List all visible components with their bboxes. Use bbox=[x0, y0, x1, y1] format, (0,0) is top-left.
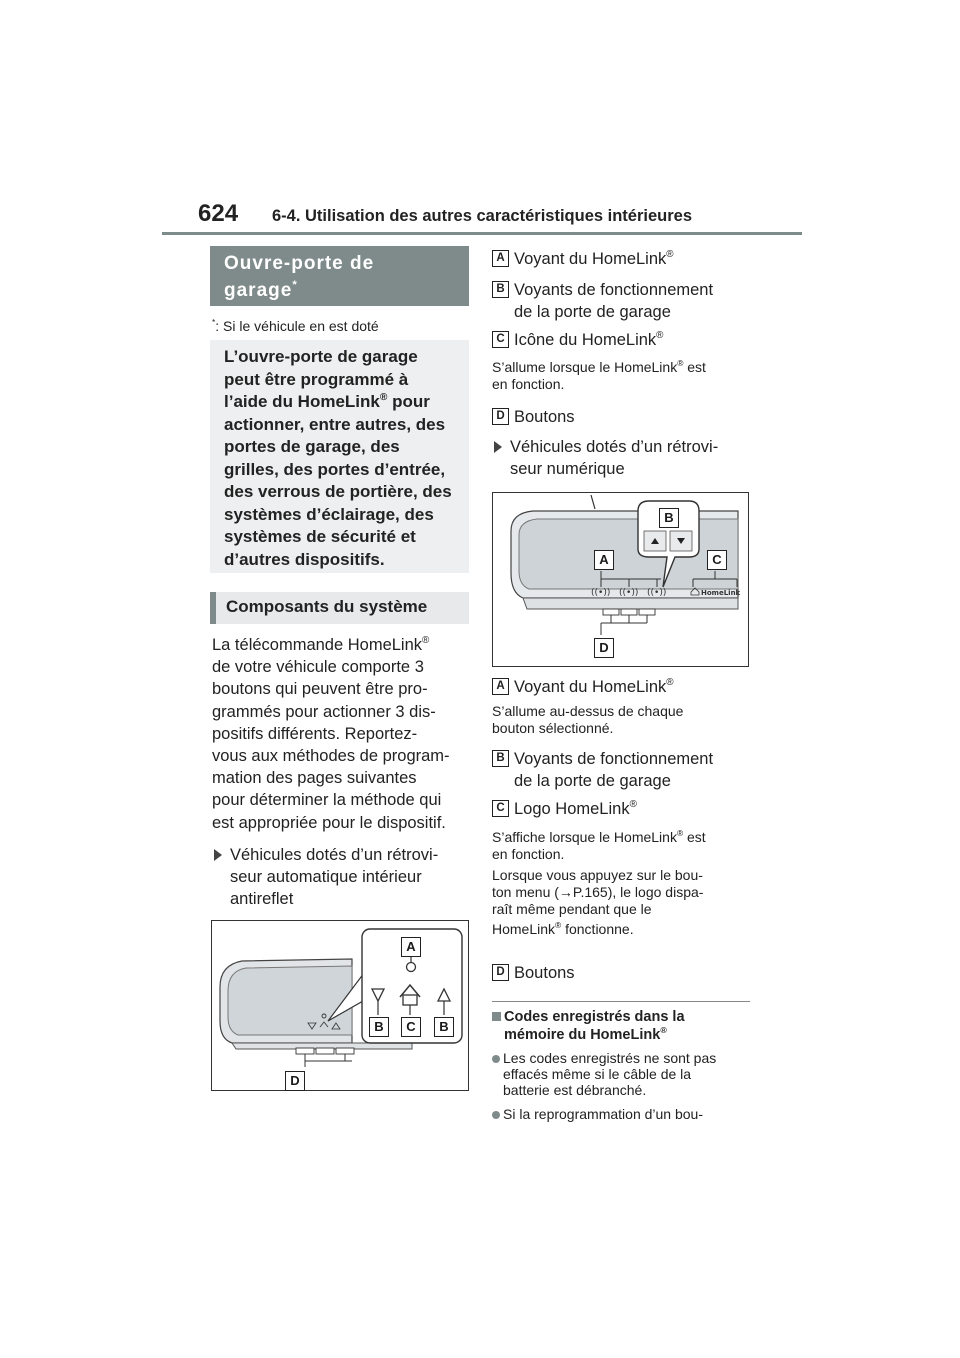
triangle-bullet-icon bbox=[214, 849, 222, 861]
list1-item-a: A Voyant du HomeLink® bbox=[492, 248, 752, 272]
intro-line: peut être programmé à bbox=[224, 369, 409, 389]
intro-line: actionner, entre autres, des bbox=[224, 414, 446, 434]
body-line: de votre véhicule comporte 3 bbox=[212, 658, 424, 677]
title-star: * bbox=[292, 279, 298, 292]
list1-item-b: B Voyants de fonctionnement de la porte de garage bbox=[492, 279, 752, 325]
page-number: 624 bbox=[198, 200, 239, 227]
intro-line: L’ouvre-porte de garage bbox=[224, 347, 418, 366]
label-a-box: A bbox=[492, 250, 509, 267]
codes-bullet-1: Les codes enregistrés ne sont pas effacés même si le câble de la batterie est débranché. bbox=[492, 1050, 756, 1098]
label-d-box: D bbox=[492, 408, 509, 425]
title-line-2: garage* bbox=[224, 279, 298, 301]
body-line: La télécommande HomeLink® bbox=[212, 635, 430, 654]
figure-digital-mirror bbox=[492, 492, 749, 667]
svg-text:((•)): ((•)) bbox=[619, 588, 639, 598]
label-a-box: A bbox=[492, 678, 509, 695]
svg-text:((•)): ((•)) bbox=[591, 588, 611, 598]
header-rule bbox=[162, 232, 802, 235]
figure-auto-mirror bbox=[211, 920, 469, 1091]
divider-rule bbox=[492, 1001, 750, 1002]
list2-item-d: D Boutons bbox=[492, 962, 752, 986]
list2-c-note: S’affiche lorsque le HomeLink® est en fonction. Lorsque vous appuyez sur le bou- ton menu (→P.165), le logo dispa- raît même pendant que le HomeLink® fonctionne. bbox=[492, 828, 706, 937]
body-line: boutons qui peuvent être pro- bbox=[212, 680, 428, 699]
list1-item-c: C Icône du HomeLink® bbox=[492, 329, 752, 353]
list1-c-note: S’allume lorsque le HomeLink® est en fonction. bbox=[492, 358, 706, 392]
body-paragraph bbox=[212, 634, 470, 834]
mirror-illustration-1 bbox=[212, 921, 468, 1090]
label-c-box: C bbox=[492, 331, 509, 348]
list1-item-d: D Boutons bbox=[492, 406, 752, 430]
footnote: *: Si le véhicule en est doté bbox=[212, 317, 379, 334]
section-title-box bbox=[210, 246, 469, 306]
label-b-box: B bbox=[492, 281, 509, 298]
mirror-illustration-2 bbox=[493, 493, 748, 666]
list2-item-c: C Logo HomeLink® bbox=[492, 798, 752, 822]
intro-line: portes de garage, des bbox=[224, 437, 400, 456]
circle-bullet-icon bbox=[492, 1111, 500, 1119]
intro-line: grilles, des portes d’entrée, bbox=[224, 459, 446, 479]
body-line: positifs différents. Reportez- bbox=[212, 724, 418, 743]
figure1-label-a: A bbox=[401, 937, 421, 957]
intro-line: systèmes de sécurité et bbox=[224, 527, 416, 546]
codes-bullet-2: Si la reprogrammation d’un bou- bbox=[492, 1106, 756, 1123]
homelink-brand-text: HomeLink bbox=[701, 589, 741, 597]
intro-line: des verrous de portière, des bbox=[224, 482, 452, 501]
label-d-box: D bbox=[492, 964, 509, 981]
bullet-digital-mirror bbox=[494, 436, 750, 482]
title-line-1: Ouvre-porte de bbox=[224, 253, 375, 274]
codes-heading: Codes enregistrés dans la mémoire du HomeLink® bbox=[492, 1008, 754, 1044]
figure1-label-b-right: B bbox=[434, 1017, 454, 1037]
chapter-title: 6-4. Utilisation des autres caractéristiques intérieures bbox=[272, 207, 693, 225]
label-b-box: B bbox=[492, 750, 509, 767]
figure2-label-b: B bbox=[659, 508, 679, 528]
figure2-label-a: A bbox=[594, 550, 614, 570]
circle-bullet-icon bbox=[492, 1055, 500, 1063]
figure1-label-b-left: B bbox=[369, 1017, 389, 1037]
list2-a-note: S’allume au-dessus de chaque bouton sélectionné. bbox=[492, 703, 684, 736]
body-line: grammés pour actionner 3 dis- bbox=[212, 702, 436, 721]
body-line: pour déterminer la méthode qui bbox=[212, 791, 442, 810]
list2-item-a: A Voyant du HomeLink® bbox=[492, 676, 752, 700]
square-bullet-icon bbox=[492, 1012, 501, 1021]
label-c-box: C bbox=[492, 800, 509, 817]
intro-line: l’aide du HomeLink® pour bbox=[224, 391, 430, 411]
intro-box bbox=[210, 340, 469, 573]
bullet-auto-mirror bbox=[214, 844, 464, 914]
intro-line: systèmes d’éclairage, des bbox=[224, 504, 434, 524]
body-line: mation des pages suivantes bbox=[212, 769, 417, 788]
intro-line: d’autres dispositifs. bbox=[224, 549, 385, 569]
figure1-label-c: C bbox=[401, 1017, 421, 1037]
list2-item-b: B Voyants de fonctionnement de la porte de garage bbox=[492, 748, 752, 794]
triangle-bullet-icon bbox=[494, 441, 502, 453]
body-line: vous aux méthodes de program- bbox=[212, 747, 450, 766]
bullet-text: Véhicules dotés d’un rétrovi- seur numérique bbox=[510, 438, 719, 478]
bullet-text: Véhicules dotés d’un rétrovi- seur automatique intérieur antireflet bbox=[230, 846, 439, 908]
section-heading-components: Composants du système bbox=[210, 592, 469, 624]
figure2-label-c: C bbox=[707, 550, 727, 570]
figure2-label-d: D bbox=[594, 638, 614, 658]
svg-text:((•)): ((•)) bbox=[647, 588, 667, 598]
body-line: est appropriée pour le dispositif. bbox=[212, 813, 446, 832]
figure1-label-d: D bbox=[285, 1071, 305, 1091]
